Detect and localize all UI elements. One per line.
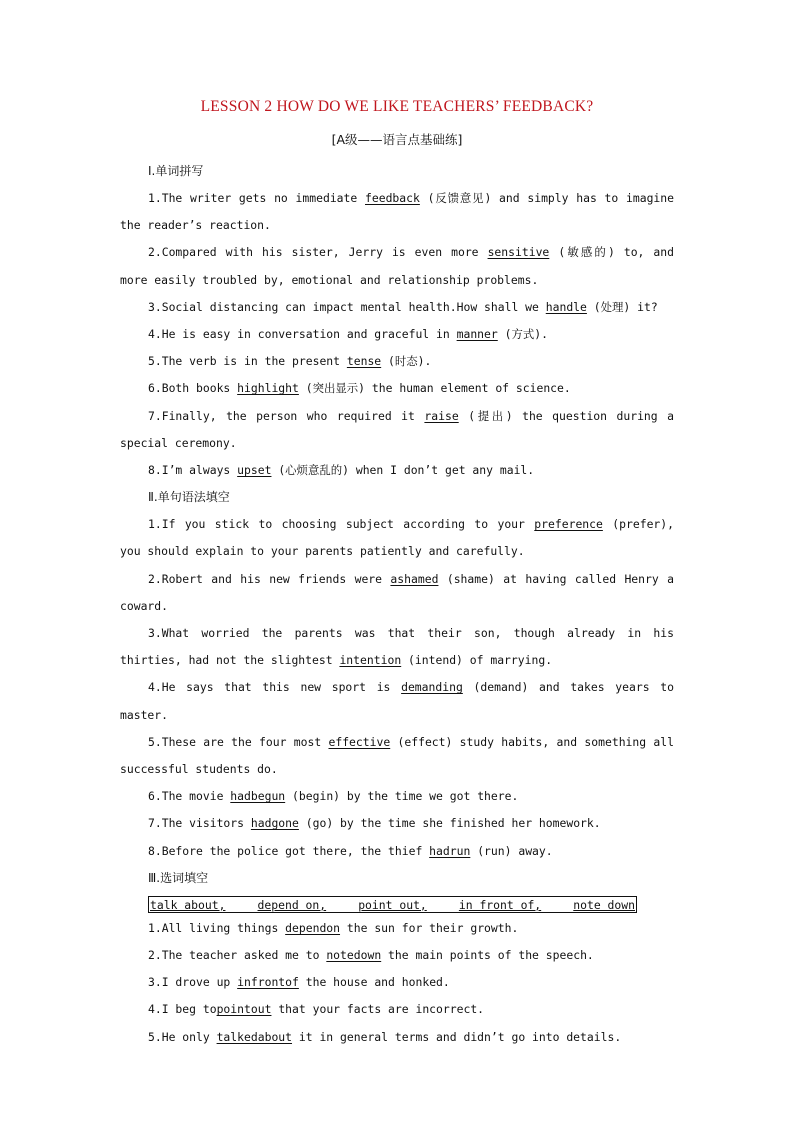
exercise-item xyxy=(120,239,674,293)
answer-blank: hadbegun xyxy=(230,789,286,804)
item-text: 3.Social distancing can impact mental health.How shall we xyxy=(148,299,546,314)
page-title: LESSON 2 HOW DO WE LIKE TEACHERS’ FEEDBACK? xyxy=(200,98,594,115)
exercise-item xyxy=(120,838,674,865)
item-text: 8.I’m always xyxy=(148,463,238,478)
item-text: that your facts are incorrect. xyxy=(278,1002,485,1017)
exercise-item xyxy=(120,294,674,321)
item-text: (处理) it? xyxy=(593,299,658,314)
answer-blank: hadgone xyxy=(250,816,299,831)
exercise-item xyxy=(120,375,674,402)
section-heading: Ⅲ.选词填空 xyxy=(148,870,209,885)
item-text: it in general terms and didn’t go into details. xyxy=(298,1029,622,1044)
item-text: (effect) study habits, and something all successful students do. xyxy=(120,734,674,777)
item-text: 4.He is easy in conversation and graceful in xyxy=(148,327,457,342)
item-text: (方式). xyxy=(504,327,548,342)
item-text: 6.Both books xyxy=(148,381,238,396)
word-bank-item: talk about, xyxy=(150,897,226,912)
item-text: 8.Before the police got there, the thief xyxy=(148,843,430,858)
item-text: (demand) and takes years to master. xyxy=(120,680,674,722)
item-text: 4.He says that this new sport is xyxy=(148,680,402,695)
item-text: (run) away. xyxy=(477,843,553,858)
item-text: (begin) by the time we got there. xyxy=(292,789,519,804)
answer-blank: sensitive xyxy=(487,245,550,260)
item-text: (go) by the time she finished her homework. xyxy=(305,816,601,831)
item-text: 1.The writer gets no immediate xyxy=(148,191,365,205)
item-text: (intend) of marrying. xyxy=(408,653,553,668)
exercise-item xyxy=(120,942,674,969)
item-text: (prefer), you should explain to your parents patiently and carefully. xyxy=(120,517,675,559)
item-text: (反馈意见) and simply has to imagine the reader’s reaction. xyxy=(120,191,675,233)
item-text: 7.The visitors xyxy=(148,816,251,831)
answer-blank: demanding xyxy=(401,680,463,695)
answer-blank: tense xyxy=(346,354,382,369)
item-text: 5.These are the four most xyxy=(148,734,329,749)
answer-blank: intention xyxy=(339,653,402,668)
word-bank-item: point out, xyxy=(358,897,427,912)
word-bank-item: in front of, xyxy=(458,897,542,912)
item-text: 4.I beg to xyxy=(148,1002,217,1017)
item-text: 5.The verb is in the present xyxy=(148,354,347,369)
word-bank-item: depend on, xyxy=(257,897,327,912)
exercise-item xyxy=(120,620,674,674)
answer-blank: upset xyxy=(237,463,272,478)
item-text: (心烦意乱的) when I don’t get any mail. xyxy=(278,463,535,478)
exercise-item xyxy=(120,185,674,239)
answer-blank: hadrun xyxy=(429,843,471,858)
item-text: 2.Compared with his sister, Jerry is even more xyxy=(148,245,488,260)
answer-blank: dependon xyxy=(285,920,341,935)
item-text: the house and honked. xyxy=(305,975,450,990)
section-heading: Ⅰ.单词拼写 xyxy=(148,164,204,178)
exercise-item xyxy=(120,996,674,1023)
item-text: 1.If you stick to choosing subject according to your xyxy=(148,517,535,532)
section-heading: Ⅱ.单句语法填空 xyxy=(148,490,230,505)
item-text: 3.What worried the parents was that their son, though already in his thirties, had not the slightest xyxy=(120,626,674,668)
exercise-content xyxy=(120,158,674,1051)
item-text: the sun for their growth. xyxy=(346,920,519,935)
exercise-item xyxy=(120,321,674,348)
exercise-item xyxy=(120,729,674,783)
item-text: (敏感的) to, and more easily troubled by, emotional and relationship problems. xyxy=(120,245,674,287)
exercise-item xyxy=(120,915,674,942)
item-text: 2.Robert and his new friends were xyxy=(148,571,391,586)
item-text: 3.I drove up xyxy=(148,975,238,990)
item-text: (提出) the question during a special ceremony. xyxy=(120,408,674,450)
answer-blank: infrontof xyxy=(237,975,299,990)
answer-blank: pointout xyxy=(216,1002,272,1017)
item-text: 2.The teacher asked me to xyxy=(148,948,327,963)
exercise-item xyxy=(120,783,674,810)
item-text: 1.All living things xyxy=(148,920,286,935)
item-text: (突出显示) the human element of science. xyxy=(305,381,571,396)
item-text: 7.Finally, the person who required it xyxy=(148,408,425,423)
answer-blank: talkedabout xyxy=(216,1029,293,1044)
word-bank-box xyxy=(148,896,637,913)
word-bank-item: note down xyxy=(573,897,635,912)
answer-blank: feedback xyxy=(365,191,420,205)
exercise-item xyxy=(120,674,674,728)
exercise-item xyxy=(120,511,674,565)
answer-blank: manner xyxy=(456,327,498,342)
exercise-item xyxy=(120,969,674,996)
item-text: the main points of the speech. xyxy=(388,948,594,963)
exercise-item xyxy=(120,1024,674,1051)
item-text: 6.The movie xyxy=(148,789,231,804)
answer-blank: raise xyxy=(424,408,459,423)
exercise-item xyxy=(120,566,674,620)
answer-blank: preference xyxy=(534,517,603,532)
answer-blank: handle xyxy=(545,299,587,314)
exercise-item xyxy=(120,403,674,457)
page-subtitle: [A级——语言点基础练] xyxy=(331,132,463,147)
exercise-item xyxy=(120,457,674,484)
answer-blank: highlight xyxy=(237,381,299,396)
exercise-item xyxy=(120,348,674,375)
worksheet-page xyxy=(120,98,674,1051)
exercise-item xyxy=(120,810,674,837)
item-text: (时态). xyxy=(388,354,432,369)
item-text: (shame) at having called Henry a coward. xyxy=(120,571,674,613)
item-text: 5.He only xyxy=(148,1029,217,1044)
answer-blank: notedown xyxy=(326,948,382,963)
answer-blank: effective xyxy=(328,734,391,749)
answer-blank: ashamed xyxy=(390,571,439,586)
